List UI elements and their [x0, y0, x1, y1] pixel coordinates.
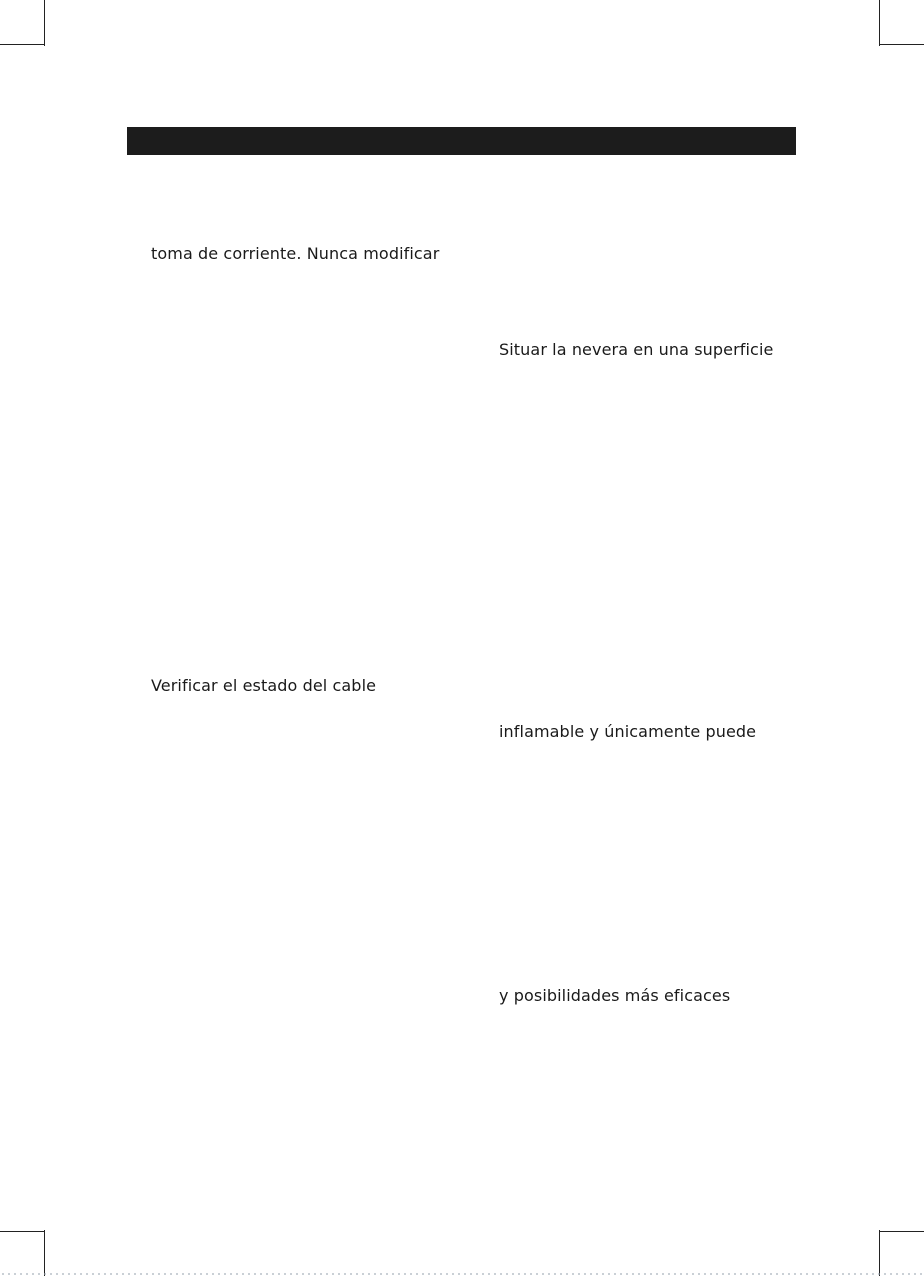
crop-mark-bottom-right-vertical [879, 1230, 880, 1276]
header-bar [127, 127, 796, 155]
crop-mark-bottom-left-horizontal [0, 1231, 44, 1232]
crop-mark-bottom-left-vertical [44, 1230, 45, 1276]
crop-mark-top-left-vertical [44, 0, 45, 46]
text-line-cable: Verificar el estado del cable [151, 676, 377, 695]
text-line-outlet: toma de corriente. Nunca modificar [151, 244, 440, 263]
crop-mark-top-left-horizontal [0, 44, 44, 45]
text-line-possibilities: y posibilidades más eficaces [499, 986, 731, 1005]
crop-mark-top-right-vertical [879, 0, 880, 46]
bottom-edge-strip [0, 1272, 924, 1276]
crop-mark-top-right-horizontal [880, 44, 924, 45]
text-line-surface: Situar la nevera en una superficie [499, 340, 774, 359]
text-line-flammable: inflamable y únicamente puede [499, 722, 757, 741]
crop-mark-bottom-right-horizontal [880, 1231, 924, 1232]
